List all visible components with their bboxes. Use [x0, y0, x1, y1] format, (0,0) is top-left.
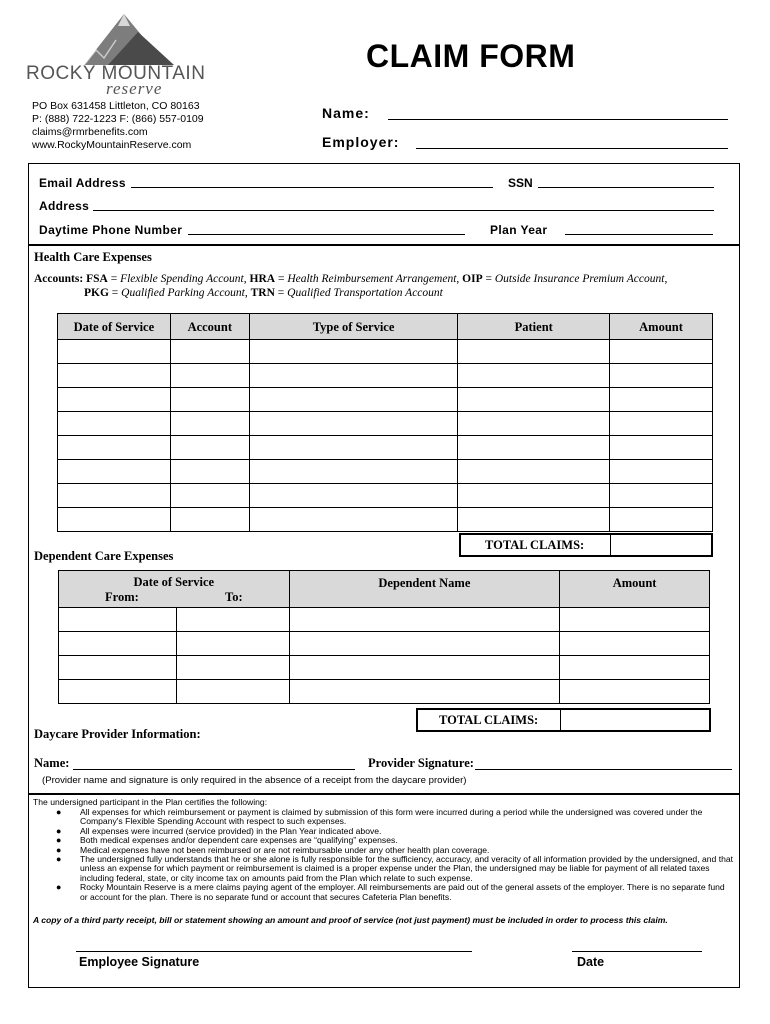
health-care-rows: [58, 340, 713, 532]
table-row: [59, 680, 710, 704]
employer-field[interactable]: [416, 148, 728, 149]
table-cell-input[interactable]: [59, 632, 177, 656]
table-cell-input[interactable]: [170, 436, 249, 460]
table-cell-input[interactable]: [58, 412, 171, 436]
dependent-total-amount-field[interactable]: [563, 710, 709, 730]
health-care-title: Health Care Expenses: [34, 250, 152, 264]
table-cell-input[interactable]: [249, 340, 458, 364]
table-row: [59, 608, 710, 632]
table-cell-input[interactable]: [249, 436, 458, 460]
table-cell-input[interactable]: [249, 388, 458, 412]
provider-signature-field[interactable]: [475, 769, 732, 770]
date-field[interactable]: [572, 951, 702, 952]
list-item: ● Rocky Mountain Reserve is a mere claims paying agent of the employer. All reimbursements are paid out of the general assets of the employer. There is no separate fund or account for the plan. There is no separate fund or account that secures Cafeteria Plan benefits.: [56, 882, 725, 902]
table-cell-input[interactable]: [458, 340, 610, 364]
ssn-field[interactable]: [538, 187, 714, 188]
email-field[interactable]: [131, 187, 493, 188]
table-cell-input[interactable]: [458, 364, 610, 388]
company-phone: P: (888) 722-1223 F: (866) 557-0109: [32, 113, 204, 125]
phone-label: Daytime Phone Number: [39, 223, 183, 237]
table-row: [58, 508, 713, 532]
address-label: Address: [39, 199, 90, 213]
table-cell-input[interactable]: [249, 460, 458, 484]
table-cell-input[interactable]: [289, 656, 560, 680]
list-item: ● Both medical expenses and/or dependent care expenses are “qualifying” expenses.: [56, 835, 398, 846]
dependent-care-title: Dependent Care Expenses: [34, 549, 174, 563]
table-cell-input[interactable]: [249, 364, 458, 388]
table-cell-input[interactable]: [610, 460, 713, 484]
table-row: [58, 436, 713, 460]
health-care-table: [57, 313, 713, 532]
form-title: CLAIM FORM: [366, 38, 576, 74]
table-cell-input[interactable]: [58, 460, 171, 484]
table-cell-input[interactable]: [249, 412, 458, 436]
table-row: [58, 460, 713, 484]
employee-signature-label: Employee Signature: [79, 955, 200, 969]
table-row: [58, 412, 713, 436]
table-cell-input[interactable]: [176, 656, 289, 680]
table-cell-input[interactable]: [610, 340, 713, 364]
col-type-of-service: Type of Service: [249, 314, 458, 340]
from-label: From:: [105, 590, 139, 604]
list-item: ● The undersigned fully understands that he or she alone is fully responsible for the sufficiency, accuracy, and veracity of all information provided by the undersigned, and that unless an expense for which payment or reimbursement is claimed is a proper expense under the Plan, the undersigned may be liable for payment of all related taxes including federal, state, or city income tax on amounts paid from the Plan which relate to such expense.: [56, 854, 734, 883]
table-cell-input[interactable]: [170, 412, 249, 436]
table-cell-input[interactable]: [458, 460, 610, 484]
table-cell-input[interactable]: [59, 680, 177, 704]
company-website: www.RockyMountainReserve.com: [32, 139, 192, 151]
table-cell-input[interactable]: [610, 436, 713, 460]
table-cell-input[interactable]: [58, 340, 171, 364]
table-cell-input[interactable]: [560, 608, 710, 632]
accounts-line-2: PKG = Qualified Parking Account, TRN = Qualified Transportation Account: [84, 287, 443, 299]
bullet-icon: ●: [56, 807, 62, 817]
col-dependent-amount: Amount: [560, 571, 710, 608]
table-cell-input[interactable]: [58, 364, 171, 388]
table-row: [59, 656, 710, 680]
list-item: ● All expenses for which reimbursement or payment is claimed by submission of this form were incurred during a period while the undersigned was covered under the Company's Flexible Spending Account with respect to such expenses.: [56, 807, 703, 827]
list-item: ● Medical expenses have not been reimbursed or are not reimbursable under any other health plan coverage.: [56, 844, 490, 855]
table-cell-input[interactable]: [58, 484, 171, 508]
daycare-title: Daycare Provider Information:: [34, 727, 201, 741]
employee-signature-field[interactable]: [76, 951, 472, 952]
dependent-total-label: TOTAL CLAIMS:: [439, 713, 539, 727]
table-cell-input[interactable]: [170, 508, 249, 532]
table-cell-input[interactable]: [176, 608, 289, 632]
receipt-note: A copy of a third party receipt, bill or statement showing an amount and proof of service (not just payment) must be included in order to process this claim.: [33, 915, 668, 925]
table-row: [58, 364, 713, 388]
table-cell-input[interactable]: [176, 632, 289, 656]
col-amount: Amount: [610, 314, 713, 340]
certification-list: [34, 808, 734, 902]
table-row: [58, 388, 713, 412]
health-total-label: TOTAL CLAIMS:: [485, 538, 585, 552]
plan-year-label: Plan Year: [490, 223, 548, 237]
accounts-prefix: Accounts:: [34, 273, 87, 285]
dependent-total-divider: [560, 708, 561, 732]
certification-intro: The undersigned participant in the Plan certifies the following:: [33, 797, 268, 807]
table-cell-input[interactable]: [458, 508, 610, 532]
daycare-name-label: Name:: [34, 756, 70, 770]
table-cell-input[interactable]: [458, 388, 610, 412]
name-label: Name:: [322, 105, 370, 121]
table-cell-input[interactable]: [610, 388, 713, 412]
table-cell-input[interactable]: [249, 484, 458, 508]
table-cell-input[interactable]: [458, 436, 610, 460]
table-cell-input[interactable]: [176, 680, 289, 704]
col-dependent-name: Dependent Name: [289, 571, 560, 608]
ssn-label: SSN: [508, 176, 533, 190]
address-field[interactable]: [93, 210, 714, 211]
table-cell-input[interactable]: [610, 484, 713, 508]
provider-signature-label: Provider Signature:: [368, 756, 474, 770]
dependent-care-table: [58, 570, 710, 704]
table-cell-input[interactable]: [458, 484, 610, 508]
table-cell-input[interactable]: [59, 656, 177, 680]
table-cell-input[interactable]: [58, 508, 171, 532]
table-row: [58, 484, 713, 508]
table-cell-input[interactable]: [170, 364, 249, 388]
to-label: To:: [225, 590, 243, 604]
bullet-icon: ●: [56, 835, 62, 846]
daycare-note: (Provider name and signature is only required in the absence of a receipt from the daycare provider): [42, 775, 467, 786]
bullet-icon: ●: [56, 882, 62, 893]
table-cell-input[interactable]: [560, 680, 710, 704]
table-cell-input[interactable]: [58, 388, 171, 412]
table-cell-input[interactable]: [458, 412, 610, 436]
email-label: Email Address: [39, 176, 126, 190]
bullet-icon: ●: [56, 825, 62, 836]
table-cell-input[interactable]: [610, 364, 713, 388]
health-total-divider: [610, 533, 611, 557]
employer-label: Employer:: [322, 134, 400, 150]
table-cell-input[interactable]: [289, 608, 560, 632]
table-cell-input[interactable]: [560, 632, 710, 656]
table-cell-input[interactable]: [59, 608, 177, 632]
table-cell-input[interactable]: [289, 680, 560, 704]
table-cell-input[interactable]: [289, 632, 560, 656]
company-email: claims@rmrbenefits.com: [32, 126, 148, 138]
name-field[interactable]: [388, 119, 728, 120]
table-cell-input[interactable]: [58, 436, 171, 460]
table-row: [59, 632, 710, 656]
logo-wordmark: ROCKY MOUNTAIN: [26, 63, 206, 84]
company-logo: [26, 10, 221, 96]
bullet-icon: ●: [56, 844, 62, 855]
col-patient: Patient: [458, 314, 610, 340]
table-cell-input[interactable]: [170, 460, 249, 484]
bullet-icon: ●: [56, 854, 62, 865]
date-label: Date: [577, 955, 605, 969]
company-address: PO Box 631458 Littleton, CO 80163: [32, 100, 200, 112]
table-cell-input[interactable]: [170, 388, 249, 412]
col-account: Account: [170, 314, 249, 340]
logo-subtitle: reserve: [106, 79, 163, 98]
phone-field[interactable]: [188, 234, 465, 235]
col-date-of-service: Date of Service: [58, 314, 171, 340]
health-total-amount-field[interactable]: [613, 535, 711, 555]
table-cell-input[interactable]: [610, 412, 713, 436]
table-row: [58, 340, 713, 364]
table-cell-input[interactable]: [170, 340, 249, 364]
mountain-icon: [26, 10, 221, 70]
table-cell-input[interactable]: [170, 484, 249, 508]
daycare-name-field[interactable]: [73, 769, 355, 770]
table-cell-input[interactable]: [610, 508, 713, 532]
table-cell-input[interactable]: [249, 508, 458, 532]
table-cell-input[interactable]: [560, 656, 710, 680]
dependent-care-rows: [59, 608, 710, 704]
plan-year-field[interactable]: [565, 234, 713, 235]
col-dependent-date: Date of Service From: To:: [59, 571, 290, 608]
accounts-line-1: Accounts: FSA = Flexible Spending Account, HRA = Health Reimbursement Arrangement, OIP = Outside Insurance Premium Account,: [34, 273, 668, 285]
list-item: ● All expenses were incurred (service provided) in the Plan Year indicated above.: [56, 825, 382, 836]
